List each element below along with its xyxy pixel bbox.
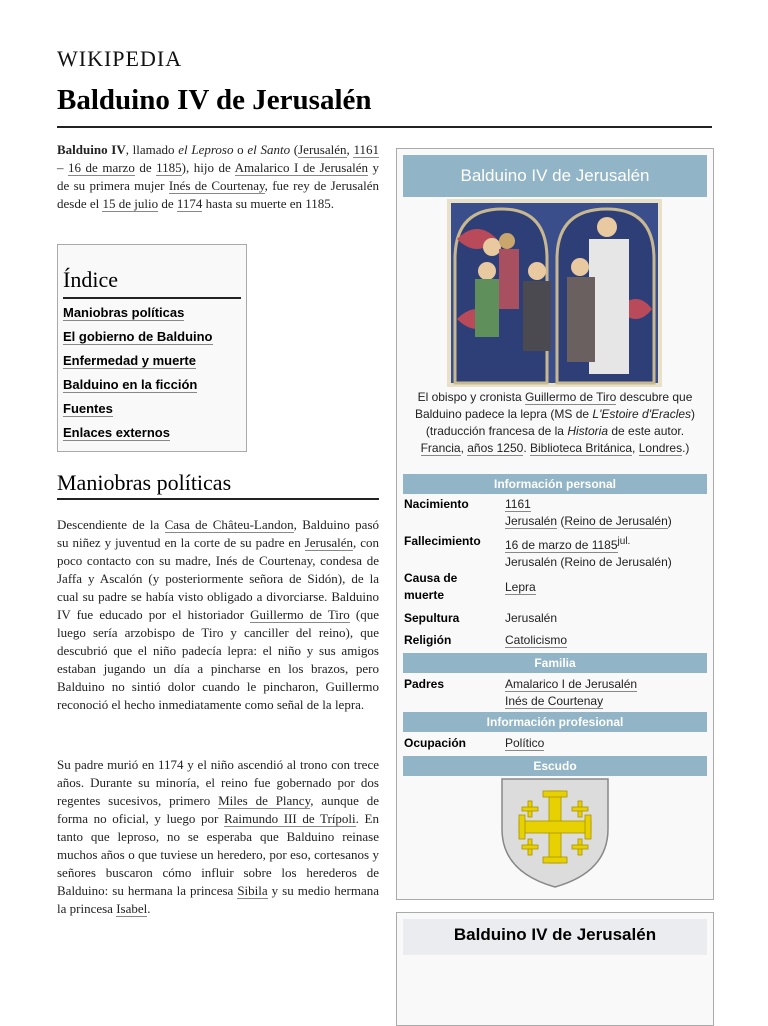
infobox-secondary-title: Balduino IV de Jerusalén xyxy=(403,919,707,955)
infobox-section-escudo: Escudo xyxy=(403,756,707,776)
link-casa-chateau[interactable]: Casa de Châteu-Landon xyxy=(164,517,294,532)
value-padres xyxy=(505,676,637,710)
lead-text: o xyxy=(233,142,248,157)
infobox-secondary xyxy=(396,912,714,1026)
caption-link-anos[interactable]: años 1250 xyxy=(467,441,524,455)
link-1161[interactable]: 1161 xyxy=(353,142,379,157)
toc-divider xyxy=(63,297,241,299)
lead-text: de xyxy=(158,196,177,211)
link-guillermo-tiro[interactable]: Guillermo de Tiro xyxy=(250,607,350,622)
section-heading-maniobras: Maniobras políticas xyxy=(57,470,232,495)
lead-paragraph xyxy=(57,141,379,213)
link-16-marzo[interactable]: 16 de marzo xyxy=(68,160,135,175)
toc-item-enlaces[interactable]: Enlaces externos xyxy=(63,425,170,440)
link-ines[interactable]: Inés de Courtenay xyxy=(168,178,265,193)
para-text: . En tanto que leproso, no se esperaba que Balduino reinase muchos años o que tuviese un heredero, por eso, cortesanos y señores buscaron cómo influir sobre los herederos de Balduino: su hermana la princesa xyxy=(57,811,379,898)
value-fallecimiento xyxy=(505,533,672,571)
value-nacimiento: 1161 Jerusalén (Reino de Jerusalén) xyxy=(505,497,672,528)
manuscript-illustration[interactable] xyxy=(447,199,662,387)
infobox-title: Balduino IV de Jerusalén xyxy=(403,155,707,197)
link-nac-year[interactable]: 1161 xyxy=(505,497,531,511)
caption-link-biblioteca[interactable]: Biblioteca Británica xyxy=(529,441,633,455)
lead-text: – xyxy=(57,160,69,175)
caption-link-londres[interactable]: Londres xyxy=(638,441,683,455)
link-nac-kingdom[interactable]: Reino de Jerusalén xyxy=(564,514,668,528)
fal-place: Jerusalén (Reino de Jerusalén) xyxy=(505,555,672,569)
para-text: , aunque de forma no oficial, y luego por xyxy=(57,793,379,826)
label-ocupacion: Ocupación xyxy=(404,736,467,750)
caption-italic: L'Estoire d'Eracles xyxy=(592,407,692,421)
link-fal-date[interactable]: 16 de marzo de 1185 xyxy=(505,538,618,552)
lead-text: de xyxy=(134,160,157,175)
para-text: Descendiente de la xyxy=(57,517,165,532)
lead-text: , xyxy=(346,142,354,157)
link-politico[interactable]: Político xyxy=(505,736,545,750)
image-caption xyxy=(403,389,707,457)
wikipedia-wordmark[interactable]: WIKIPEDIA xyxy=(57,46,183,71)
link-nac-place[interactable]: Jerusalén xyxy=(505,514,558,528)
section-divider xyxy=(57,498,379,500)
toc-item-enfermedad[interactable]: Enfermedad y muerte xyxy=(63,353,196,368)
infobox-section-profesional: Información profesional xyxy=(403,712,707,732)
caption-text: , xyxy=(632,441,639,455)
link-15-julio[interactable]: 15 de julio xyxy=(102,196,159,211)
link-lepra[interactable]: Lepra xyxy=(505,580,536,594)
para-text: (que luego sería arzobispo de Tiro y canciller del reino), que descubrió que el niño padecía lepra: el niño y sus amigos estaban jugando un día a pincharse en los brazos, pero Balduino no sintió dolor cuando le pincharon, Guillermo reconoció el hecho inmediatamente como señal de la lepra. xyxy=(57,607,379,712)
lead-text: hasta su muerte en 1185. xyxy=(202,196,335,211)
toc-item-fuentes[interactable]: Fuentes xyxy=(63,401,113,416)
label-sepultura: Sepultura xyxy=(404,611,460,625)
link-jerusalen[interactable]: Jerusalén xyxy=(298,142,347,157)
caption-text: ) (traducción francesa de la xyxy=(425,407,696,438)
label-fallecimiento: Fallecimiento xyxy=(404,534,481,548)
caption-link-guillermo[interactable]: Guillermo de Tiro xyxy=(524,390,617,404)
link-jerusalen-2[interactable]: Jerusalén xyxy=(304,535,354,550)
value-causa xyxy=(505,579,536,596)
page-title: Balduino IV de Jerusalén xyxy=(57,84,372,116)
body-paragraph-2 xyxy=(57,756,379,918)
link-1174[interactable]: 1174 xyxy=(176,196,203,211)
link-miles-plancy[interactable]: Miles de Plancy xyxy=(218,793,311,808)
value-sepultura: Jerusalén xyxy=(505,611,558,625)
caption-italic: Historia xyxy=(567,424,609,438)
infobox-section-familia: Familia xyxy=(403,653,707,673)
caption-link-francia[interactable]: Francia xyxy=(420,441,461,455)
toc-item-maniobras[interactable]: Maniobras políticas xyxy=(63,305,185,320)
link-amalarico[interactable]: Amalarico I de Jerusalén xyxy=(234,160,368,175)
caption-text: . xyxy=(523,441,530,455)
label-causa: Causa de muerte xyxy=(404,571,458,602)
caption-text: El obispo y cronista xyxy=(417,390,525,404)
toc-item-gobierno[interactable]: El gobierno de Balduino xyxy=(63,329,213,344)
link-isabel[interactable]: Isabel xyxy=(116,901,148,916)
lead-name: Balduino IV xyxy=(57,142,126,157)
value-ocupacion xyxy=(505,735,544,752)
julian-marker[interactable]: jul. xyxy=(617,536,631,547)
para-text: , Balduino pasó su niñez y juventud en la corte de su padre en xyxy=(57,517,380,550)
caption-text: de este autor. xyxy=(608,424,685,438)
infobox-section-personal: Información personal xyxy=(403,474,707,494)
para-text: Su padre murió en 1174 y el niño ascendió al trono con trece años. Durante su minoría, el reino fue gobernado por dos regentes sucesivos, primero xyxy=(57,757,379,808)
lead-epithet: el Leproso xyxy=(178,142,234,157)
link-sibila[interactable]: Sibila xyxy=(237,883,268,898)
lead-text: ( xyxy=(290,142,299,157)
lead-text: , llamado xyxy=(125,142,179,157)
title-divider xyxy=(57,126,712,128)
link-madre[interactable]: Inés de Courtenay xyxy=(505,694,604,708)
caption-text: descubre que Balduino padece la lepra (MS de xyxy=(414,390,693,421)
label-nacimiento: Nacimiento xyxy=(404,497,469,511)
value-religion xyxy=(505,632,567,649)
lead-text: , fue rey de Jerusalén desde el xyxy=(57,178,379,211)
coat-of-arms-jerusalem[interactable] xyxy=(500,777,610,889)
para-text: . xyxy=(147,901,151,916)
table-of-contents xyxy=(57,244,247,452)
caption-text: .) xyxy=(682,441,690,455)
link-catolicismo[interactable]: Catolicismo xyxy=(505,633,568,647)
body-paragraph-1 xyxy=(57,516,379,714)
toc-title: Índice xyxy=(63,267,118,292)
label-padres: Padres xyxy=(404,677,445,691)
link-raimundo[interactable]: Raimundo III de Trípoli xyxy=(223,811,356,826)
para-text: y su medio hermana la princesa xyxy=(57,883,380,916)
caption-text: , xyxy=(460,441,468,455)
infobox xyxy=(396,148,714,900)
lead-epithet: el Santo xyxy=(247,142,291,157)
label-religion: Religión xyxy=(404,633,452,647)
link-padre[interactable]: Amalarico I de Jerusalén xyxy=(505,677,638,691)
lead-text: y de su primera mujer xyxy=(57,160,380,193)
lead-text: ), hijo de xyxy=(181,160,235,175)
para-text: , con poco contacto con su madre, Inés de Courtenay, condesa de Jaffa y Ascalón (y posteriormente señora de Sidón), de la cual su padre se había visto obligado a divorciarse. Balduino IV fue educado por el historiador xyxy=(57,535,379,622)
toc-item-ficcion[interactable]: Balduino en la ficción xyxy=(63,377,198,392)
link-1185[interactable]: 1185 xyxy=(156,160,182,175)
